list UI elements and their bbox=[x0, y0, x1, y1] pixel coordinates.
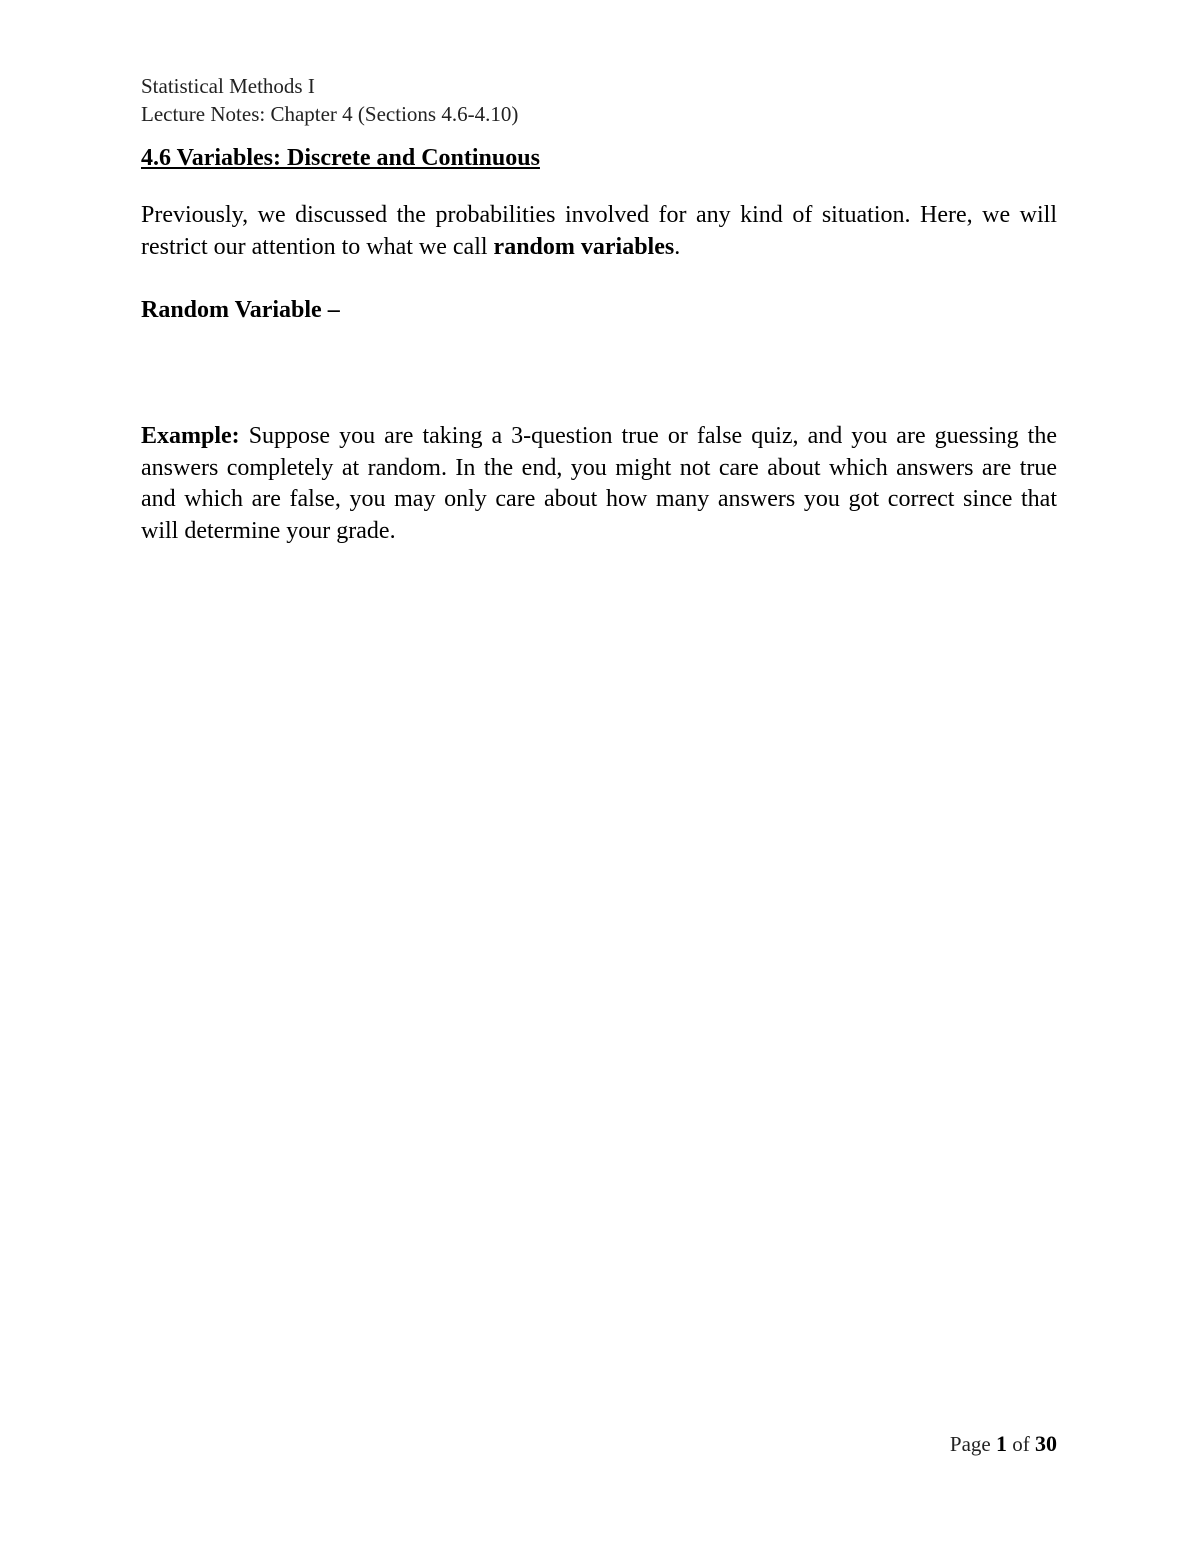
current-page-number: 1 bbox=[996, 1431, 1007, 1456]
example-paragraph bbox=[141, 421, 1057, 547]
of-word: of bbox=[1007, 1432, 1035, 1456]
page-number-footer bbox=[950, 1431, 1057, 1457]
page-word: Page bbox=[949, 1432, 996, 1456]
total-pages-number: 30 bbox=[1035, 1431, 1057, 1456]
random-variable-definition: Random Variable – bbox=[141, 297, 340, 323]
lecture-subtitle: Lecture Notes: Chapter 4 (Sections 4.6-4.10) bbox=[141, 102, 519, 126]
intro-paragraph bbox=[141, 200, 1057, 263]
section-heading: 4.6 Variables: Discrete and Continuous bbox=[141, 145, 540, 171]
random-variables-term: random variables bbox=[493, 233, 675, 260]
intro-trailing: . bbox=[674, 233, 681, 260]
course-title: Statistical Methods I bbox=[141, 74, 315, 98]
example-text: Suppose you are taking a 3-question true or false quiz, and you are guessing the answers completely at random. In the end, you might not care about which answers are true and which are false, you may only care about how many answers you got correct since that will determine your grade. bbox=[141, 423, 1057, 544]
example-label: Example: bbox=[141, 423, 240, 449]
document-header bbox=[141, 72, 518, 128]
intro-text: Previously, we discussed the probabilities involved for any kind of situation. Here, we will restrict our attention to what we call bbox=[141, 202, 1057, 260]
